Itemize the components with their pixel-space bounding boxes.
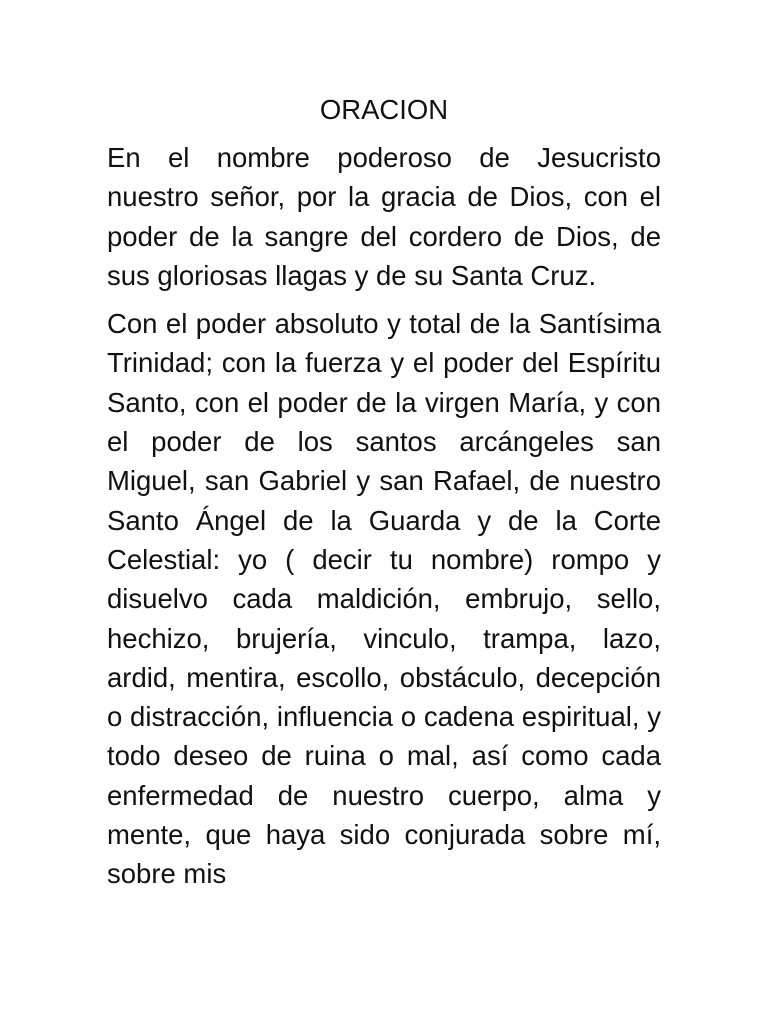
- document-title: ORACION: [319, 94, 449, 125]
- document-page: [107, 90, 661, 903]
- paragraph-1: En el nombre poderoso de Jesucristo nuestro señor, por la gracia de Dios, con el poder de la sangre del cordero de Dios, de sus gloriosas llagas y de su Santa Cruz.: [107, 142, 661, 291]
- paragraph-2: Con el poder absoluto y total de la Santísima Trinidad; con la fuerza y el poder del Espíritu Santo, con el poder de la virgen María, y con el poder de los santos arcángeles san Miguel, san Gabriel y san Rafael, de nuestro Santo Ángel de la Guarda y de la Corte Celestial: yo ( decir tu nombre) rompo y disuelvo cada maldición, embrujo, sello, hechizo, brujería, vinculo, trampa, lazo, ardid, mentira, escollo, obstáculo, decepción o distracción, influencia o cadena espiritual, y todo deseo de ruina o mal, así como cada enfermedad de nuestro cuerpo, alma y mente, que haya sido conjurada sobre mí, sobre mis: [107, 308, 661, 890]
